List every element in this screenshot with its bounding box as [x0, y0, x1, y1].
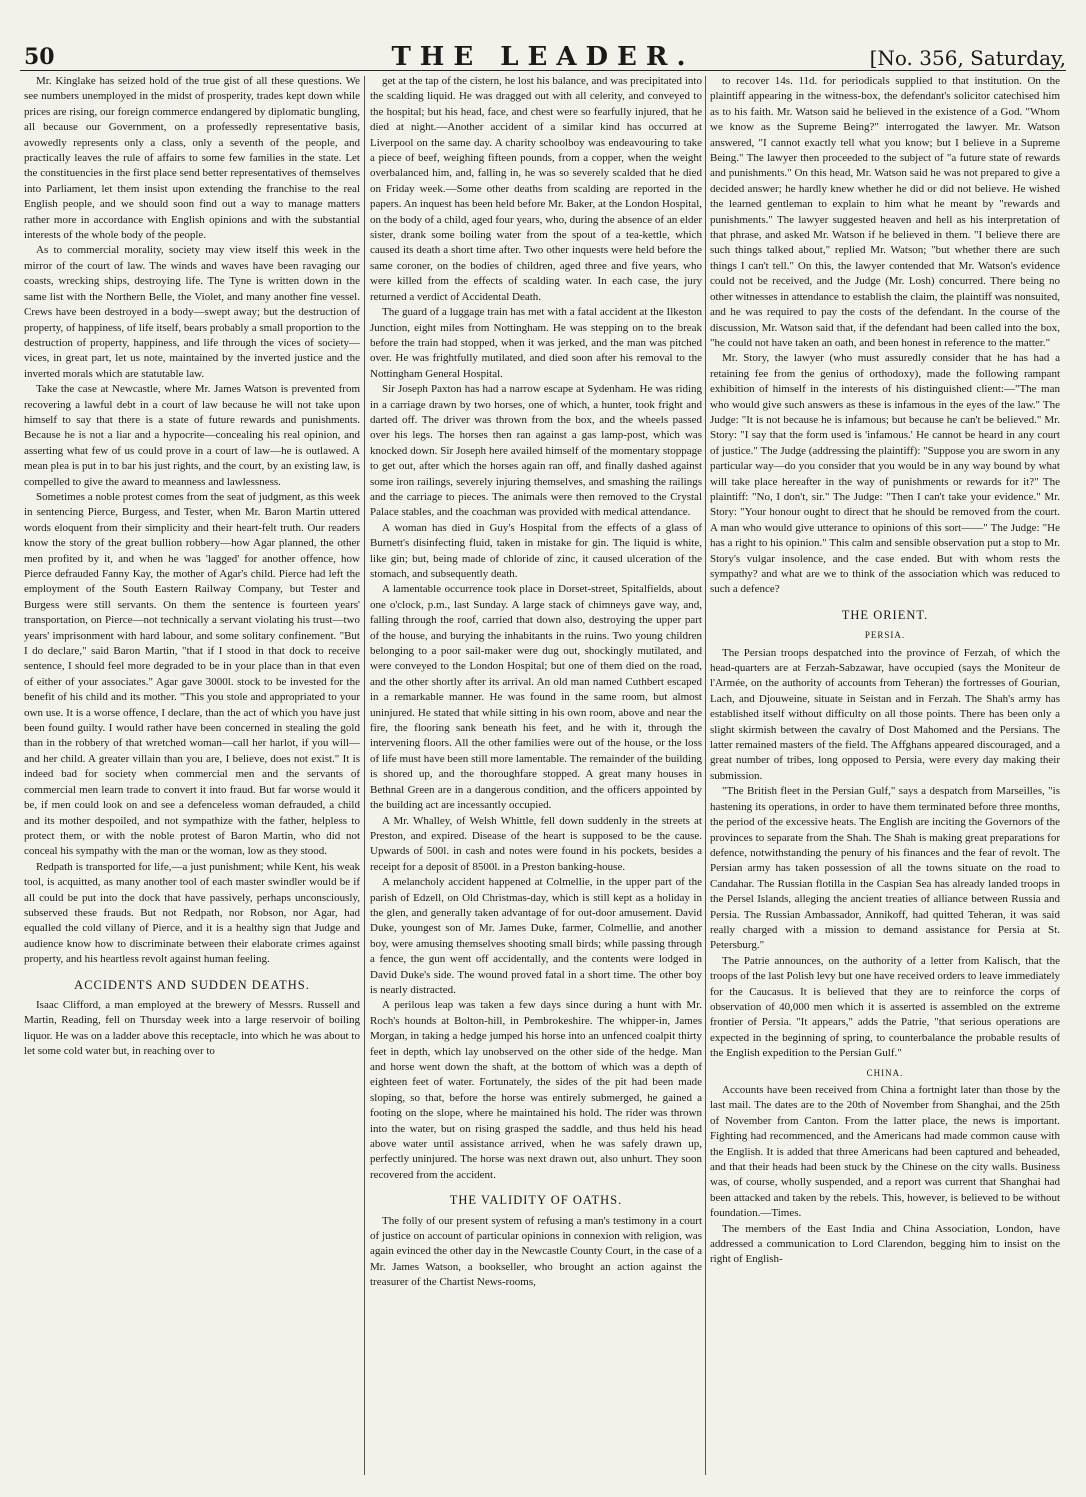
subheading-china: CHINA. [866, 1067, 904, 1078]
article-paragraph: Mr. Story, the lawyer (who must assuredly consider that he has had a retaining fee from the genius of orthodoxy), made the following rampant exhibition of himself in the interests of his distinguished client:—"The man who would give such answers as these is infamous in the eyes of the law." The Judge: "It is not because he is infamous; but because he can't be believed." Mr. Story: "I say that the form used is 'infamous.' He cannot be heard in any court of justice." The Judge (addressing the plaintiff): "Suppose you are sworn in any particular way—do you consider that you would be in any way bound by what will take place hereafter in the way of punishments or rewards for it?" The plaintiff: "No, I don't, sir." The Judge: "Then I can't take your evidence." Mr. Story: "Your honour ought to direct that he should be removed from the court. A man who would give utterance to opinions of this sort——" The Judge: "He has a right to his opinion." This calm and sensible observation put a stop to Mr. Story's vulgar insolence, and the case ended. But with whom rests the sympathy? and what are we to think of the association which was reduced to such a defence? [710, 352, 1060, 596]
article-paragraph: to recover 14s. 11d. for periodicals supplied to that institution. On the plaintiff appearing in the witness-box, the defendant's solicitor catechised him as to his faith. Mr. Watson said he believed in the existence of a God. "Whom we know as the Supreme Being?" interrogated the lawyer. Mr. Watson answered, "I cannot exactly tell what you know; but I believe in a Supreme Being." The lawyer then proceeded to the subject of "a future state of rewards and punishments." On this head, Mr. Watson said he was not prepared to give a decided answer; he hardly knew whether he did or did not believe. He wished the learned gentleman to explain to him what he meant by "rewards and punishments." The lawyer suggested heaven and hell as his interpretation of that phrase, and asked Mr. Watson if he believed in them. "I believe there are such things talked about," replied Mr. Watson; "but whether there are such things I can't tell." On this, the lawyer contended that Mr. Watson's evidence could not be received, and the Judge (Mr. Losh) concurred. There being no other witnesses in attendance to establish the claim, the plaintiff was nonsuited, and he was required to pay the costs of the defendant. In the course of the discussion, Mr. Watson said that, if the defendant had been called into the box, "he could not have taken an oath, and been honest in reference to the matter." [710, 75, 1060, 349]
article-paragraph: "The British fleet in the Persian Gulf," says a despatch from Marseilles, "is hastening its operations, in order to have them terminated before three months, the period of the excessive heats. The English are inciting the Governors of the provinces to separate from the Shah. The Shah is making great preparations for defence, notwithstanding the penury of his finances and the fear of revolt. The Persian army has taken possession of all the towns situate on the road to Candahar. The Russian flotilla in the Caspian Sea has already landed troops in the Persel Islands, alleging the ancient treaties of alliance between Russia and Persia. The Russian Ambassador, Annikoff, had quitted Teheran, it was said really charged with a mission to demand assistance for Persia at St. Petersburg." [710, 785, 1060, 952]
article-paragraph: The members of the East India and China Association, London, have addressed a communication to Lord Clarendon, begging him to insist on the right of English- [710, 1222, 1060, 1266]
article-paragraph: The Patrie announces, on the authority of a letter from Kalisch, that the troops of the last Polish levy but one have received orders to leave immediately for the Caucasus. It is believed that they are to reinforce the corps of observation of 40,000 men which it is asserted is assembled on the extreme frontier of Persia. "It appears," adds the Patrie, "that serious operations are expected in the beginning of spring, to counterbalance the probable results of the English expedition to the Persian Gulf." [710, 954, 1060, 1060]
article-paragraph: Accounts have been received from China a fortnight later than those by the last mail. The dates are to the 20th of November from Shanghai, and the 25th of November from Canton. From the latter place, the news is important. Fighting had recommenced, and the Americans had made common cause with the English. It is added that three Americans had been captured and beheaded, and that their heads had been stuck by the Chinese on the city walls. Business was, of course, wholly suspended, and a report was current that Shanghai had been attacked and taken by the rebels. This, however, is believed to be without foundation.—Times. [710, 1084, 1060, 1220]
article-paragraph: Mr. Kinglake has seized hold of the true gist of all these questions. We see numbers unemployed in the midst of prosperity, trades kept down while prices are rising, our foreign commerce endangered by diplomatic bungling, all because our Government, on a professedly representative basis, avowedly represents only a class, only a seventh of the people, and practically leaves the rule of affairs to some few families in the state. Let the constituencies in the first place send better representatives of themselves into Parliament, let them insist upon extending the franchise to the real English people, and we should soon find out a way to manage matters rather more in accordance with English opinions and with the substantial interests of the whole body of the people. [24, 75, 360, 242]
article-paragraph: A melancholy accident happened at Colmellie, in the upper part of the parish of Edzell, on Old Christmas-day, which is still kept as a holiday in the glen, and generally taken advantage of for out-door amusement. David Duke, youngest son of Mr. James Duke, farmer, Colmellie, and another boy, were amusing themselves shooting small birds; while passing through a fence, the gun went off accidentally, and the contents were lodged in David Duke's side. The wound proved fatal in a short time. The other boy is nearly distracted. [370, 876, 702, 996]
article-paragraph: A Mr. Whalley, of Welsh Whittle, fell down suddenly in the streets at Preston, and expired. Disease of the heart is supposed to be the cause. Upwards of 500l. in cash and notes were found in his pockets, besides a receipt for a deposit of 8500l. in a Preston banking-house. [370, 814, 702, 873]
article-paragraph: The folly of our present system of refusing a man's testimony in a court of justice on account of particular opinions in connexion with religion, was again evinced the other day in the Newcastle County Court, in the case of a Mr. James Watson, a bookseller, who brought an action against the treasurer of the Chartist News-rooms, [370, 1214, 702, 1289]
section-heading-accidents: ACCIDENTS AND SUDDEN DEATHS. [74, 977, 310, 992]
page-header [20, 44, 1066, 71]
subheading-persia: PERSIA. [864, 630, 906, 641]
article-paragraph: Take the case at Newcastle, where Mr. James Watson is prevented from recovering a lawful debt in a court of law because he will not take upon himself to say that there is a state of future rewards and punishments. Because he is not a liar and a hypocrite—concealing his real opinion, and asserting what few of us could prove in a court of law—he is outlawed. A mean plea is put in to bar his just rights, and the court, by an existing law, is compelled to give the award to meanness and lawlessness. [24, 383, 360, 488]
article-paragraph: Isaac Clifford, a man employed at the brewery of Messrs. Russell and Martin, Reading, fell on Thursday week into a large reservoir of boiling liquor. He was on a ladder above this receptacle, into which he was about to let some cold water but, in reaching over to [24, 998, 360, 1058]
article-paragraph: A perilous leap was taken a few days since during a hunt with Mr. Roch's hounds at Bolton-hill, in Pembrokeshire. The whipper-in, James Morgan, in taking a hedge jumped his horse into an unfenced coalpit thirty feet in depth, which lay unobserved on the other side of the hedge. Man and horse went down the shaft, at the bottom of which was a depth of eighteen feet of water. Fortunately, the sides of the pit had been made sloping, so that, before the horse was entirely submerged, he gained a footing on the slope, where he maintained his hold. The rider was thrown into the water, but on rising grasped the saddle, and thus held his head above water until assistance arrived, when he was safely drawn up, perfectly uninjured. The horse was next drawn out, also unhurt. They soon recovered from the accident. [370, 999, 702, 1181]
article-paragraph: Redpath is transported for life,—a just punishment; while Kent, his weak tool, is acquitted, as many another tool of each master swindler would be if all could be put into the dock that have passively, perhaps unconsciously, subserved these frauds. But not Redpath, nor Robson, nor Agar, had equalled the cold villany of Pierce, and it is a healthy sign that Judge and audience know how to discriminate between their elaborate crimes against property, and his heartless revolt against human feeling. [24, 860, 360, 966]
section-heading-oaths: THE VALIDITY OF OATHS. [449, 1193, 623, 1208]
section-heading-orient: THE ORIENT. [841, 607, 929, 622]
issue-info: [No. 356, Saturday, [869, 46, 1066, 70]
article-paragraph: The Persian troops despatched into the province of Ferzah, of which the head-quarters are at Ferzah-Sabzawar, have occupied (says the Moniteur de l'Armée, on the authority of accounts from Teheran) the fortresses of Gourian, Lach, and Djouweine, situate in Seistan and in Ferzah. The Shah's army has established itself without difficulty on all those points. There has been only a slight skirmish between the cavalry of Dost Mahomed and the Persians. The latter remained masters of the field. The Affghans appeared discouraged, and a great number of tribes, long opposed to Persia, were every day making their submission. [710, 646, 1060, 782]
article-paragraph: As to commercial morality, society may view itself this week in the mirror of the court of law. The winds and waves have been ravaging our coasts, wrecking ships, destroying life. The Tyne is written down in the same list with the Northern Belle, the Violet, and many another fine vessel. Crews have been destroyed in a body—swept away; but the destruction of property, of happiness, of life itself, bears probably a small proportion to the destruction of property, happiness, and life through the vices of society—vices, in great part, let us note, maintained by the inverted justice and the inverted morals which are statutable law. [24, 244, 360, 380]
article-paragraph: A woman has died in Guy's Hospital from the effects of a glass of Burnett's disinfecting fluid, taken in mistake for gin. The liquid is white, like gin; but, being made of chloride of zinc, it caused ulceration of the stomach, and subsequently death. [370, 521, 702, 580]
masthead-title: THE LEADER. [391, 42, 695, 72]
article-paragraph: The guard of a luggage train has met with a fatal accident at the Ilkeston Junction, eight miles from Nottingham. He was stepping on to the break before the train had stopped, when it was jerked, and the man was pitched over. He was frightfully mutilated, and died soon after his removal to the Nottingham General Hospital. [370, 306, 702, 380]
page-number: 50 [24, 44, 55, 70]
column-divider [364, 76, 365, 1475]
column-1 [24, 74, 360, 1477]
article-paragraph: Sir Joseph Paxton has had a narrow escape at Sydenham. He was riding in a carriage drawn by two horses, one of which, a hunter, took fright and darted off. The driver was thrown from the box, and the wheels passed over his legs. The horses then ran against a gas lamp-post, which was knocked down. Sir Joseph here availed himself of the momentary stoppage to get out, after which the horses again ran off, and finally dashed against some iron railings, severely injuring themselves, and smashing the railings and the carriage to pieces. The animals were then removed to the Crystal Palace stables, and the coachman was provided with medical attendance. [370, 383, 702, 519]
column-3 [710, 74, 1060, 1477]
column-2 [370, 74, 702, 1477]
article-paragraph: Sometimes a noble protest comes from the seat of judgment, as this week in sentencing Pierce, Burgess, and Tester, when Mr. Baron Martin uttered words eloquent from their simplicity and their heart-felt truth. Our readers know the story of the great bullion robbery—how Agar planned, the other men profited by it, and when he was 'lagged' for another offence, how Pierce defrauded Fanny Kay, the mother of Agar's child. Pierce had left the employment of the South Eastern Railway Company, but Tester and Burgess were still servants. On them the sentence is fourteen years' transportation, on Pierce—not technically a servant violating his trust—two years' imprisonment with hard labour, and some solitary confinement. "But I do declare," said Baron Martin, "that if I stood in that dock to receive sentence, I should feel more degraded to be in your place than in that even of either of your associates." Agar gave 3000l. stock to be invested for the benefit of his child and its mother. "This you stole and appropriated to your own use. It is a worse offence, I declare, than the act of which you have just been found guilty. I would rather have been concerned in stealing the gold than in the robbery of that wretched woman—call her harlot, if you will—and her child. A greater villain than you are, I believe, does not exist." It is indeed bad for society when commercial men and the servants of commercial men learn trade to convert it into fraud. But far worse would it be, if men could look on and see a defenceless woman defrauded, a child and its mother despoiled, and not sympathize with the father, helpless to protect them, or with the noble protest of Baron Martin, who did not conceal his sympathy with the man or the woman, low as they stood. [24, 490, 360, 858]
article-paragraph: get at the tap of the cistern, he lost his balance, and was precipitated into the scalding liquid. He was dragged out with all celerity, and conveyed to the hospital; but his head, face, and chest were so fearfully injured, that he died at night.—Another accident of a similar kind has occurred at Liverpool on the same day. A charity schoolboy was endeavouring to take a piece of beef, weighing fifteen pounds, from a copper, when the weight overbalanced him, and, falling in, he was so severely scalded that he died on Friday week.—Some other deaths from scalding are reported in the papers. An inquest has been held before Mr. Baker, at the London Hospital, on the body of a child, aged four years, who, during the absence of an elder sister, drank some boiling water from the spout of a tea-kettle, which caused its death a short time after. Two other inquests were held before the same coroner, on the bodies of children, aged three and five years, who were killed from the effects of scalding water. In each case, the jury returned a verdict of Accidental Death. [370, 75, 702, 303]
column-divider [705, 76, 706, 1475]
article-paragraph: A lamentable occurrence took place in Dorset-street, Spitalfields, about one o'clock, p.m., last Sunday. A large stack of chimneys gave way, and, falling through the roof, carried that down also, destroying the upper part of the house, and burying the inhabitants in the ruins. Two young children belonging to a poor sail-maker were dug out, shockingly mutilated, and were conveyed to the London Hospital; but one of them died on the road, and the other shortly after its arrival. An old man named Cuthbert escaped in a remarkable manner. He was found in the same room, but almost uninjured. He stated that while sitting in his own room, above and near the fire, the flooring sank beneath his feet, and he with it, through the intervening floors. All the other families were out of the house, or the loss of life must have been still more lamentable. The remainder of the building is shored up, and the thoroughfare stopped. A great many houses in Bethnal Green are in a dangerous condition, and the officers appointed by the building act are incessantly occupied. [370, 583, 702, 812]
